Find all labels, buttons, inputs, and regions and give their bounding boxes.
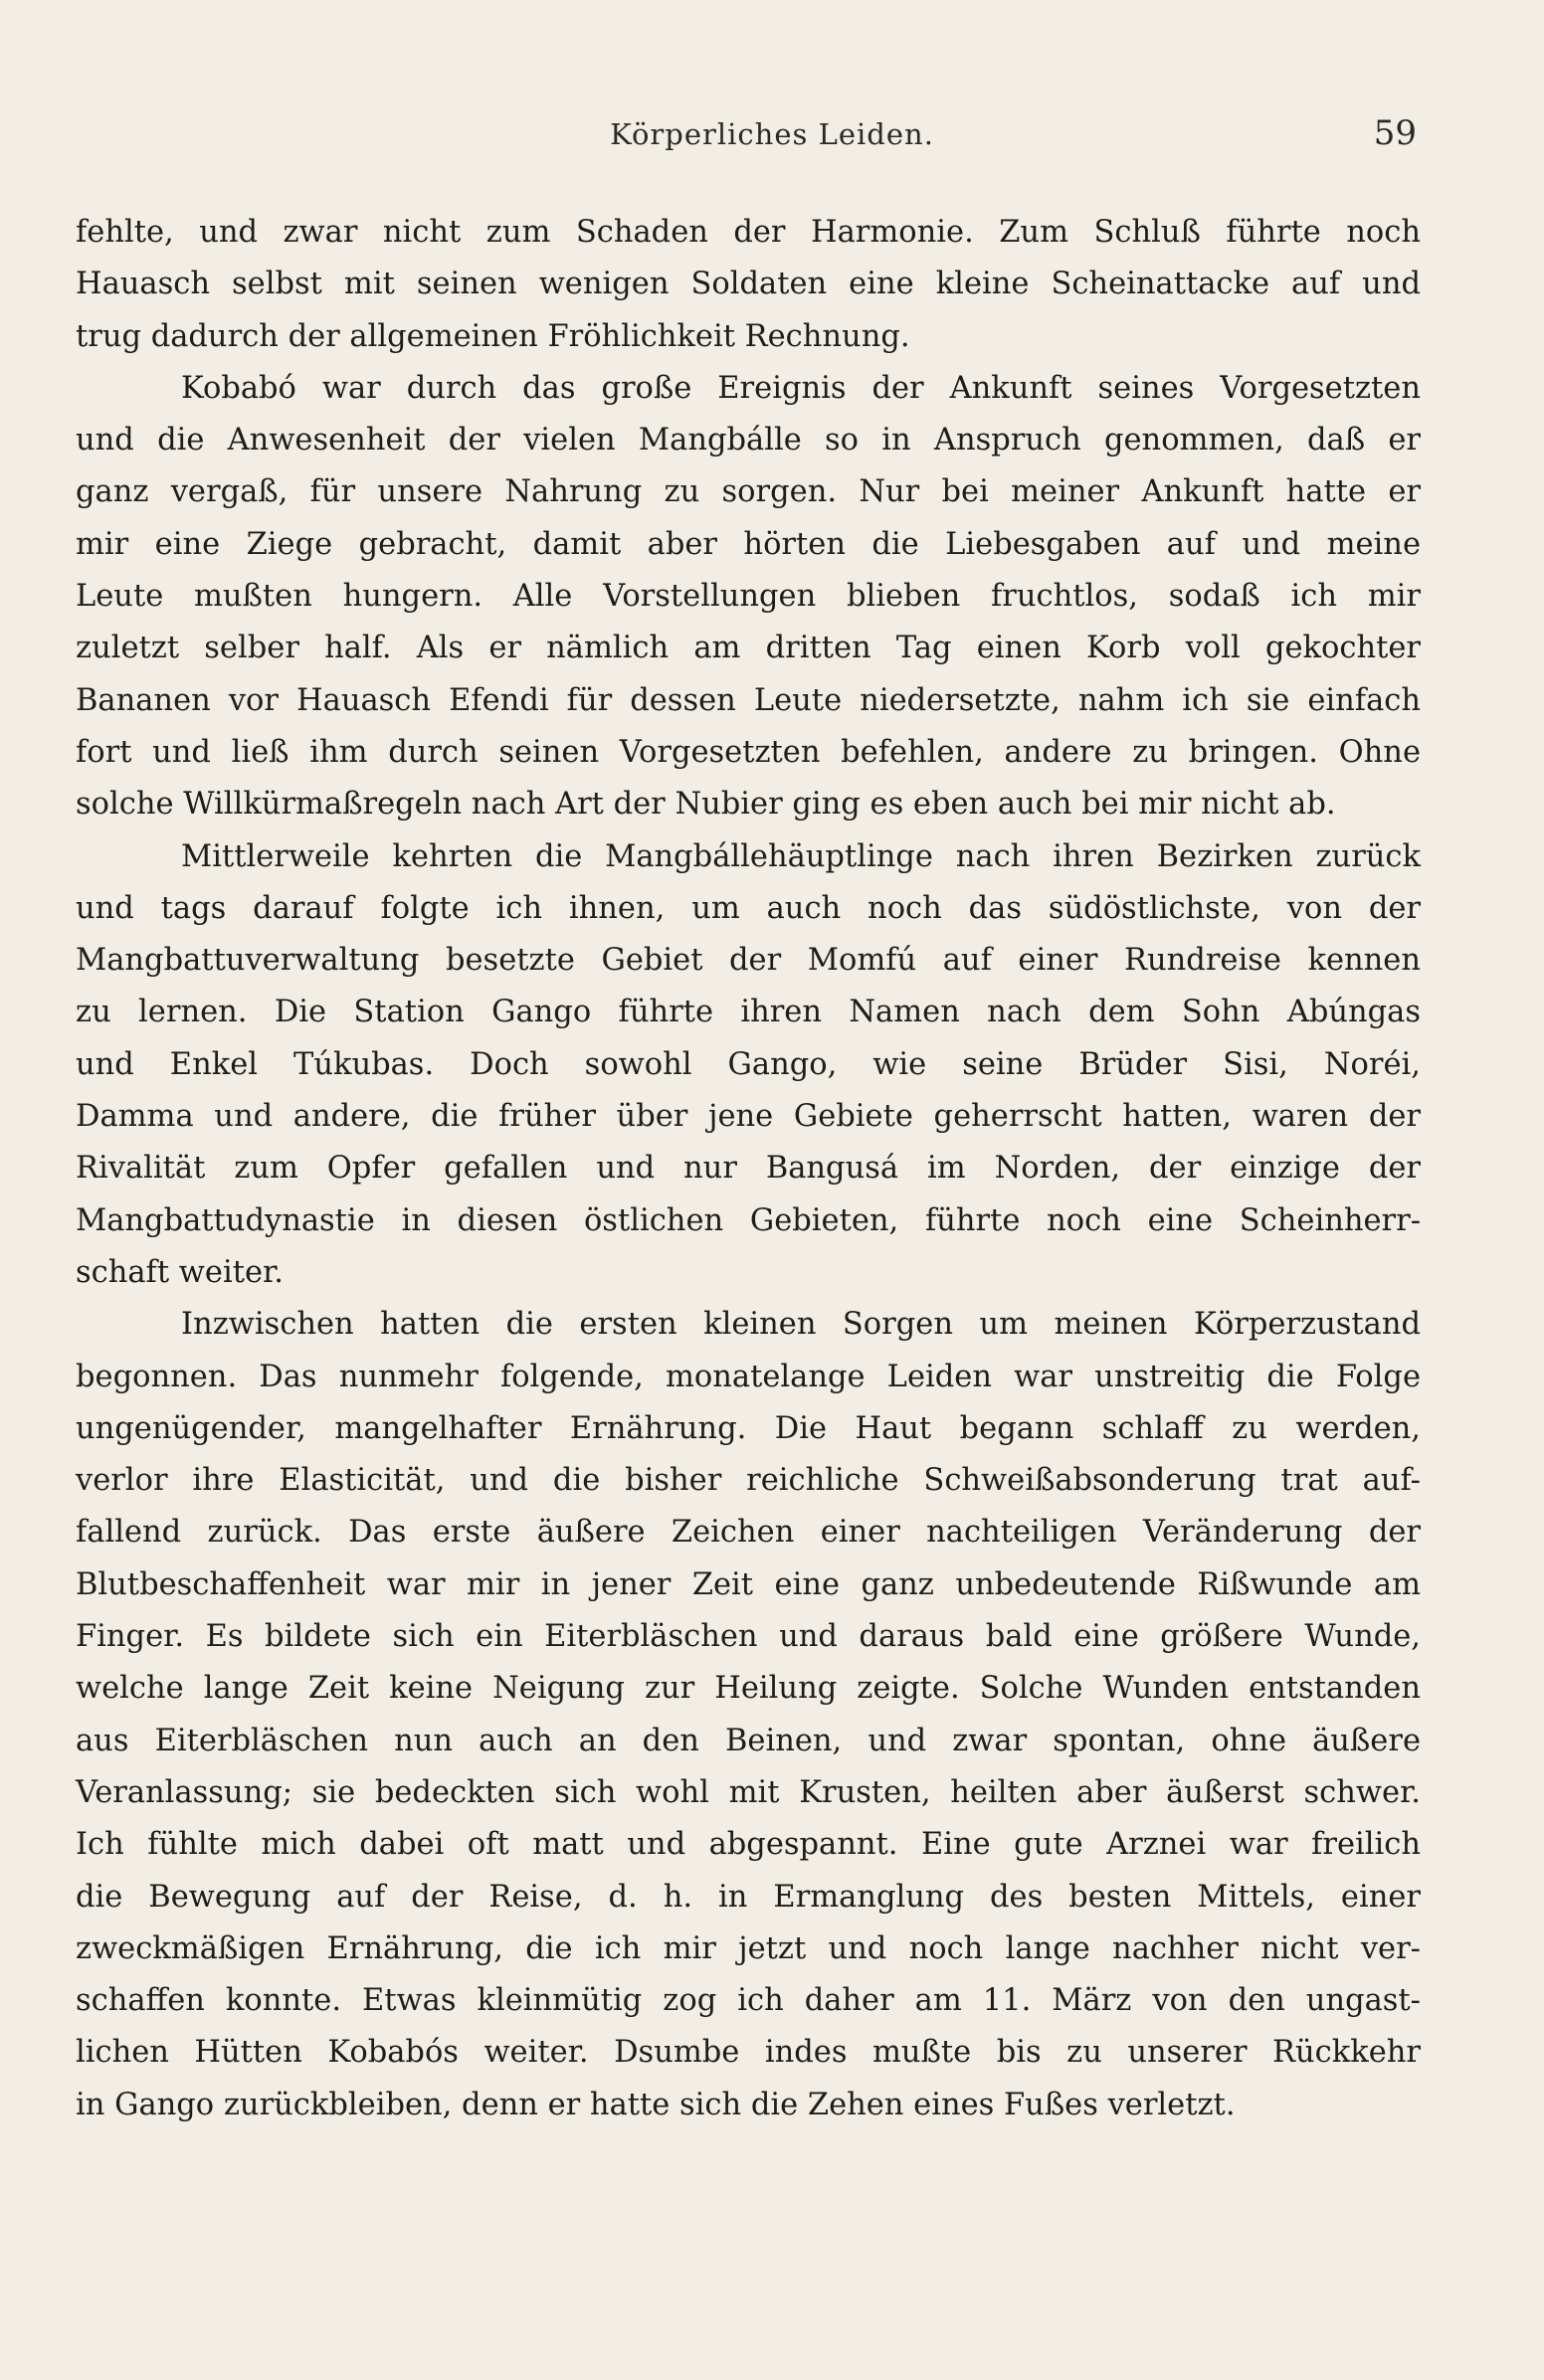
text-line: Kobabó war durch das große Ereignis der Ankunft seines Vorgesetzten bbox=[181, 370, 1421, 406]
text-line: und tags darauf folgte ich ihnen, um auch noch das südöstlichste, von der bbox=[76, 890, 1421, 926]
text-line: begonnen. Das nunmehr folgende, monatelange Leiden war unstreitig die Folge bbox=[76, 1359, 1421, 1394]
text-line: Finger. Es bildete sich ein Eiterbläschen und daraus bald eine größere Wunde, bbox=[76, 1619, 1421, 1655]
text-line: fallend zurück. Das erste äußere Zeichen einer nachteiligen Veränderung der bbox=[76, 1515, 1421, 1551]
text-line: die Bewegung auf der Reise, d. h. in Ermanglung des besten Mittels, einer bbox=[76, 1879, 1421, 1915]
text-line: und die Anwesenheit der vielen Mangbálle so in Anspruch genommen, daß er bbox=[76, 423, 1421, 458]
text-line: Blutbeschaffenheit war mir in jener Zeit eine ganz unbedeutende Rißwunde am bbox=[76, 1566, 1421, 1602]
text-line: trug dadurch der allgemeinen Fröhlichkeit Rechnung. bbox=[76, 318, 910, 354]
text-line: Mangbattuverwaltung besetzte Gebiet der Momfú auf einer Rundreise kennen bbox=[76, 943, 1421, 979]
text-line: welche lange Zeit keine Neigung zur Heilung zeigte. Solche Wunden entstanden bbox=[76, 1671, 1421, 1707]
text-line: Inzwischen hatten die ersten kleinen Sorgen um meinen Körperzustand bbox=[181, 1307, 1421, 1343]
text-line: aus Eiterbläschen nun auch an den Beinen, und zwar spontan, ohne äußere bbox=[76, 1723, 1421, 1758]
text-line: verlor ihre Elasticität, und die bisher reichliche Schweißabsonderung trat auf- bbox=[76, 1463, 1421, 1499]
text-line: solche Willkürmaßregeln nach Art der Nubier ging es eben auch bei mir nicht ab. bbox=[76, 787, 1336, 823]
text-line: schaft weiter. bbox=[76, 1254, 284, 1290]
text-line: zweckmäßigen Ernährung, die ich mir jetzt und noch lange nachher nicht ver- bbox=[76, 1930, 1421, 1966]
text-line: ungenügender, mangelhafter Ernährung. Die Haut begann schlaff zu werden, bbox=[76, 1410, 1421, 1446]
text-line: lichen Hütten Kobabós weiter. Dsumbe indes mußte bis zu unserer Rückkehr bbox=[76, 2035, 1421, 2071]
text-line: mir eine Ziege gebracht, damit aber hörten die Liebesgaben auf und meine bbox=[76, 526, 1421, 562]
text-line: in Gango zurückbleiben, denn er hatte sich die Zehen eines Fußes verletzt. bbox=[76, 2087, 1236, 2122]
text-line: Ich fühlte mich dabei oft matt und abgespannt. Eine gute Arznei war freilich bbox=[76, 1827, 1421, 1863]
page-number: 59 bbox=[1373, 113, 1417, 153]
text-line: Rivalität zum Opfer gefallen und nur Bangusá im Norden, der einzige der bbox=[76, 1151, 1421, 1187]
text-line: zuletzt selber half. Als er nämlich am dritten Tag einen Korb voll gekochter bbox=[76, 631, 1421, 666]
text-line: Hauasch selbst mit seinen wenigen Soldaten eine kleine Scheinattacke auf und bbox=[76, 267, 1421, 302]
text-line: fehlte, und zwar nicht zum Schaden der Harmonie. Zum Schluß führte noch bbox=[76, 215, 1421, 250]
text-line: fort und ließ ihm durch seinen Vorgesetzten befehlen, andere zu bringen. Ohne bbox=[76, 734, 1421, 770]
text-line: Bananen vor Hauasch Efendi für dessen Leute niedersetzte, nahm ich sie einfach bbox=[76, 682, 1421, 718]
text-line: Damma und andere, die früher über jene Gebiete geherrscht hatten, waren der bbox=[76, 1099, 1421, 1135]
running-head-title: Körperliches Leiden. bbox=[610, 117, 934, 151]
text-line: schaffen konnte. Etwas kleinmütig zog ich daher am 11. März von den ungast- bbox=[76, 1983, 1421, 2019]
text-line: ganz vergaß, für unsere Nahrung zu sorgen. Nur bei meiner Ankunft hatte er bbox=[76, 474, 1421, 510]
text-line: zu lernen. Die Station Gango führte ihren Namen nach dem Sohn Abúngas bbox=[76, 995, 1421, 1030]
text-line: und Enkel Túkubas. Doch sowohl Gango, wie seine Brüder Sisi, Noréi, bbox=[76, 1046, 1421, 1082]
text-line: Veranlassung; sie bedeckten sich wohl mit Krusten, heilten aber äußerst schwer. bbox=[76, 1774, 1421, 1810]
text-line: Mittlerweile kehrten die Mangbállehäuptlinge nach ihren Bezirken zurück bbox=[181, 838, 1421, 874]
text-line: Leute mußten hungern. Alle Vorstellungen blieben fruchtlos, sodaß ich mir bbox=[76, 579, 1421, 615]
text-line: Mangbattudynastie in diesen östlichen Gebieten, führte noch eine Scheinherr- bbox=[76, 1202, 1421, 1238]
running-head bbox=[0, 111, 1544, 161]
body-text bbox=[76, 207, 1421, 2131]
